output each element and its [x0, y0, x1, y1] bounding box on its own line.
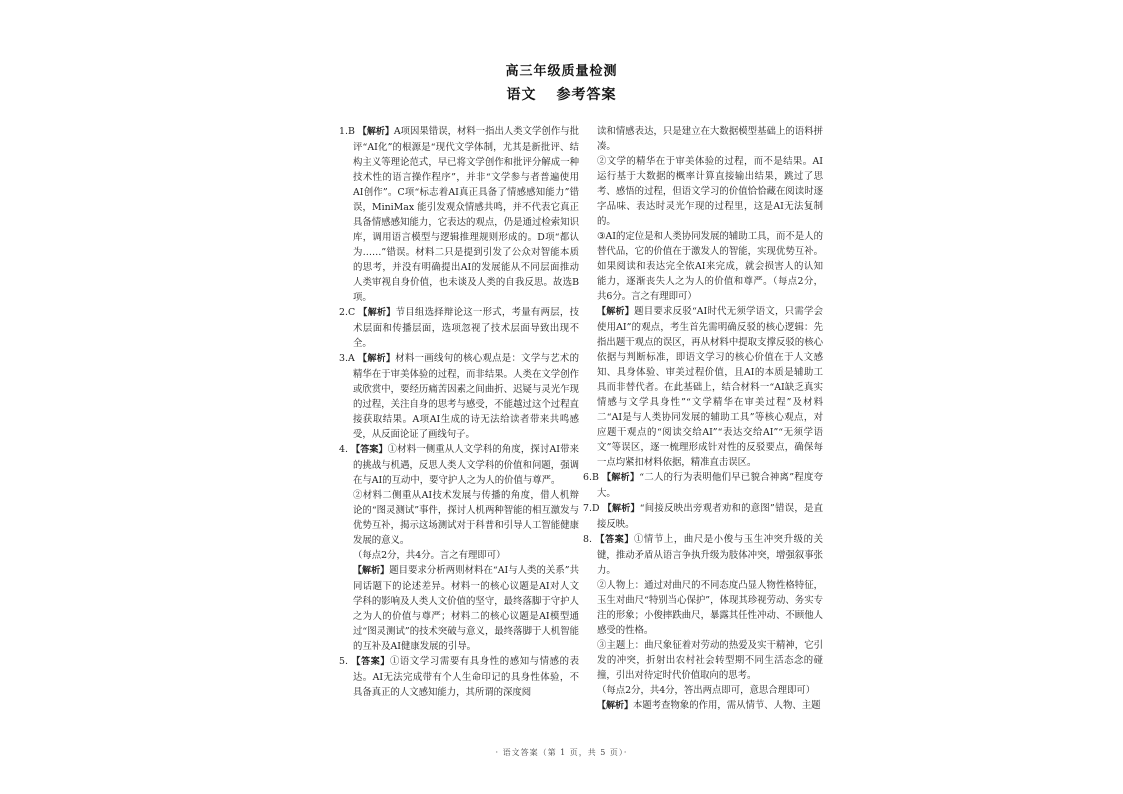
answer-text: ③主题上：曲尺象征着对劳动的热爱及实干精神，它引发的冲突，折射出农村社会转型期不同生活态念的碰撞，引出对待定时代价值取向的思考。	[597, 640, 823, 681]
answer-text: （每点2分，共4分。言之有理即可）	[353, 550, 506, 561]
answer-paragraph	[583, 304, 823, 470]
answer-tag: 【解析】	[358, 354, 396, 364]
page-footer: · 语文答案（第 1 页，共 5 页）·	[495, 748, 628, 757]
answer-paragraph	[339, 563, 579, 654]
answer-text: “间接反映出旁观者劝和的意图”错误，是直接反映。	[597, 503, 823, 530]
question-number: 4.	[339, 444, 352, 455]
left-column	[339, 124, 579, 700]
answer-text: ②人物上：通过对曲尺的不同态度凸显人物性格特征，玉生对曲尺“特别当心保护”，体现其珍视劳动、务实专注的形象；小俊摔跌曲尺，暴露其任性冲动、不顾他人感受的性格。	[597, 580, 823, 636]
answer-text: （每点2分，共4分，答出两点即可，意思合理即可）	[597, 685, 816, 696]
answer-paragraph	[339, 124, 579, 305]
answer-tag: 【解析】	[353, 566, 390, 576]
answer-paragraph	[583, 154, 823, 229]
question-number: 3.A	[339, 353, 359, 364]
answer-tag: 【解析】	[602, 473, 640, 483]
reference-answer-label: 参考答案	[556, 87, 617, 103]
answer-text: 题目要求反驳“AI时代无须学语文，只需学会使用AI”的观点，考生首先需明确反驳的核心逻辑：先指出题干观点的误区，再从材料中提取支撑反驳的核心依据与判断标准，即语文学习的核心价值在于人文感知、具身体验、审美过程价值，且AI的本质是辅助工具而非替代者。在此基础上，结合材料一“AI缺乏真实情感与文学具身性”“文学精华在审美过程”及材料二“AI是与人类协同发展的辅助工具”等核心观点，对应题干观点的“阅读交给AI”“表达交给AI”“无须学语文”等误区，逐一梳理形成针对性的反驳要点，确保每一点均紧扣材料依据，精准直击误区。	[597, 306, 823, 468]
question-number: 6.B	[583, 472, 603, 483]
answer-subtitle	[0, 84, 1123, 104]
answer-paragraph	[583, 532, 823, 578]
answer-tag: 【答案】	[351, 445, 388, 455]
question-number: 8.	[583, 534, 596, 545]
answer-text: ①情节上，曲尺是小俊与玉生冲突升级的关键，推动矛盾从语言争执升级为肢体冲突，增强叙事张力。	[597, 534, 823, 576]
answer-text: ②材料二侧重从AI技术发展与传播的角度，借人机辩论的“图灵测试”事件，探讨人机两种智能的相互激发与优势互补，揭示这场测试对于科普和引导人工智能健康发展的意义。	[353, 490, 579, 546]
question-number: 7.D	[583, 503, 603, 514]
answer-paragraph	[583, 578, 823, 638]
answer-text: 本题考查物象的作用，需从情节、人物、主题	[633, 700, 821, 711]
answer-paragraph	[339, 488, 579, 548]
answer-paragraph	[339, 442, 579, 488]
answer-paragraph	[339, 654, 579, 700]
right-column	[583, 124, 823, 714]
subject-label: 语文	[506, 87, 537, 103]
answer-paragraph	[583, 229, 823, 304]
answer-paragraph	[339, 548, 579, 563]
answer-text: ②文学的精华在于审美体验的过程，而不是结果。AI运行基于大数据的概率计算直接输出结果，跳过了思考、感悟的过程，但语文学习的价值恰恰藏在阅读时逐字品味、表达时灵光乍现的过程里，这是AI无法复制的。	[597, 156, 823, 227]
answer-text: 节目组选择辩论这一形式，考量有两层，技术层面和传播层面，选项忽视了技术层面导致出现不全。	[353, 307, 579, 349]
answer-tag: 【解析】	[597, 307, 635, 317]
answer-text: ①语文学习需要有具身性的感知与情感的表达。AI无法完成带有个人生命印记的具身性体验，不具备真正的人文感知能力，其所谓的深度阅	[353, 656, 579, 698]
question-number: 2.C	[339, 307, 359, 318]
answer-text: A项因果错误，材料一指出人类文学创作与批评“AI化”的根源是“现代文学体制，尤其是新批评、结构主义等理论范式，早已将文学创作和批评分解成一种技术性的语言操作程序”，并非“文学参与者普遍使用AI创作”。C项“标志着AI真正具备了情感感知能力”错误，MiniMax 能引发观众情感共鸣，并不代表它真正具备情感感知能力，它表达的观点，仍是通过检索知识库，调用语言模型与逻辑推理规则形成的。D项“都认为……”错误。材料二只是提到引发了公众对智能本质的思考，并没有明确提出AI的发展能从不同层面推动人类审视自身价值，也未谈及人类的自我反思。故选B项。	[353, 126, 579, 303]
answer-text: “二人的行为表明他们早已貌合神离”程度夸大。	[597, 472, 823, 499]
answer-paragraph	[583, 501, 823, 532]
answer-paragraph	[583, 683, 823, 698]
answer-tag: 【解析】	[357, 127, 394, 137]
answer-tag: 【解析】	[358, 308, 396, 318]
answer-tag: 【答案】	[351, 657, 390, 667]
question-number: 5.	[339, 656, 352, 667]
answer-text: ③AI的定位是和人类协同发展的辅助工具，而不是人的替代品，它的价值在于激发人的智能，实现优势互补。如果阅读和表达完全依AI来完成，就会损害人的认知能力，逐渐丧失人之为人的价值和尊严。（每点2分，共6分。言之有理即可）	[597, 231, 823, 302]
answer-paragraph	[339, 351, 579, 442]
answer-paragraph	[339, 305, 579, 351]
answer-paragraph	[583, 698, 823, 714]
answer-tag: 【解析】	[602, 504, 640, 514]
exam-title: 高三年级质量检测	[505, 64, 618, 79]
answer-paragraph	[583, 470, 823, 501]
answer-tag: 【解析】	[597, 701, 634, 711]
answer-paragraph	[583, 638, 823, 683]
answer-text: 读和情感表达，只是建立在大数据模型基础上的语料拼凑。	[597, 126, 823, 152]
answer-text: 题目要求分析两则材料在“AI与人类的关系”共同话题下的论述差异。材料一的核心议题是AI对人文学科的影响及人类人文价值的坚守，最终落脚于守护人之为人的价值与尊严；材料二的核心议题是AI模型通过“图灵测试”的技术突破与意义，最终落脚于人机智能的互补及AI健康发展的引导。	[353, 565, 579, 652]
answer-paragraph	[583, 124, 823, 154]
answer-text: ①材料一侧重从人文学科的角度，探讨AI带来的挑战与机遇，反思人类人文学科的价值和问题，强调在与AI的互动中，要守护人之为人的价值与尊严。	[353, 444, 579, 486]
question-number: 1.B	[339, 126, 358, 137]
answer-text: 材料一画线句的核心观点是：文学与艺术的精华在于审美体验的过程，而非结果。人类在文学创作或欣赏中，要经历痛苦因素之间曲折、迟疑与灵光乍现的过程，关注自身的思考与感受，不能越过这个过程直接获取结果。A项AI生成的诗无法给读者带来共鸣感受，从反面论证了画线句子。	[353, 353, 579, 440]
answer-tag: 【答案】	[595, 535, 634, 545]
